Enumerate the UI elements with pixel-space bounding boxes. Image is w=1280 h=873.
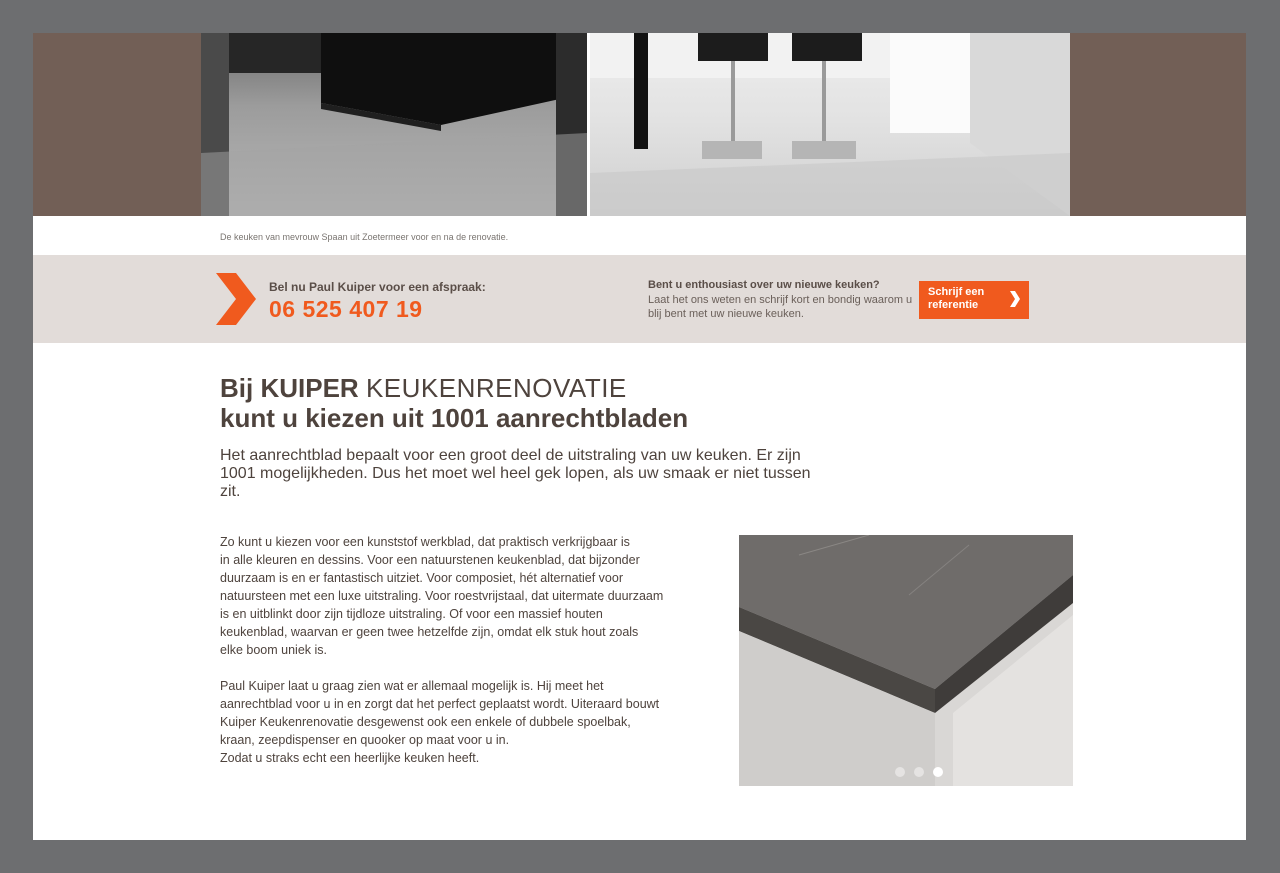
kitchen-after-photo	[590, 33, 1070, 216]
title-brand-suffix: KEUKENRENOVATIE	[365, 373, 627, 403]
write-reference-button[interactable]	[919, 281, 1029, 319]
kitchen-before-photo	[201, 33, 587, 216]
intro-text: Het aanrechtblad bepaalt voor een groot deel de uitstraling van uw keuken. Er zijn 1001 mogelijkheden. Dus het moet wel heel gek lopen, als uw smaak er niet tussen zit.	[220, 447, 811, 500]
page	[33, 33, 1246, 840]
phone-number[interactable]: 06 525 407 19	[269, 296, 423, 322]
page-title	[220, 373, 688, 433]
slider-dot-3[interactable]	[933, 767, 943, 777]
chevron-right-icon	[1008, 291, 1020, 307]
write-reference-label-line2: referentie	[928, 299, 979, 311]
hero-banner	[33, 33, 1246, 216]
body-copy	[220, 533, 740, 785]
slider-dot-1[interactable]	[895, 767, 905, 777]
call-label: Bel nu Paul Kuiper voor een afspraak:	[269, 280, 486, 294]
title-brand: KUIPER	[260, 373, 359, 403]
countertop-slider[interactable]	[739, 535, 1073, 786]
body-paragraph-1: Zo kunt u kiezen voor een kunststof werkblad, dat praktisch verkrijgbaar is in alle kleuren en dessins. Voor een natuurstenen keukenblad, dat bijzonder duurzaam is en er fantastisch uitziet. Voor composiet, hét alternatief voor natuursteen met een luxe uitstraling. Voor roestvrijstaal, dat uitermate duurzaam is en uitblinkt door zijn tijdloze uitstraling. Of voor een massief houten keukenblad, waarvan er geen twee hetzelfde zijn, omdat elk stuk hout zoals elke boom uniek is.	[220, 535, 664, 657]
slider-dot-2[interactable]	[914, 767, 924, 777]
arrow-marker-icon	[216, 273, 256, 325]
title-prefix: Bij	[220, 373, 254, 403]
hero-caption: De keuken van mevrouw Spaan uit Zoetermeer voor en na de renovatie.	[220, 232, 509, 242]
reference-title: Bent u enthousiast over uw nieuwe keuken?	[648, 279, 880, 291]
contact-bar	[33, 255, 1246, 343]
title-subline: kunt u kiezen uit 1001 aanrechtbladen	[220, 403, 689, 433]
reference-text: Laat het ons weten en schrijf kort en bondig waarom u blij bent met uw nieuwe keuken.	[648, 294, 913, 320]
slider-dots	[895, 767, 943, 777]
body-paragraph-2: Paul Kuiper laat u graag zien wat er allemaal mogelijk is. Hij meet het aanrechtblad voor u in en zorgt dat het perfect geplaatst wordt. Uiteraard bouwt Kuiper Keukenrenovatie desgewenst ook een enkele of dubbele spoelbak, kraan, zeepdispenser en quooker op maat voor u in. Zodat u straks echt een heerlijke keuken heeft.	[220, 679, 660, 765]
write-reference-label-line1: Schrijf een	[928, 286, 985, 298]
countertop-photo	[739, 535, 1073, 786]
